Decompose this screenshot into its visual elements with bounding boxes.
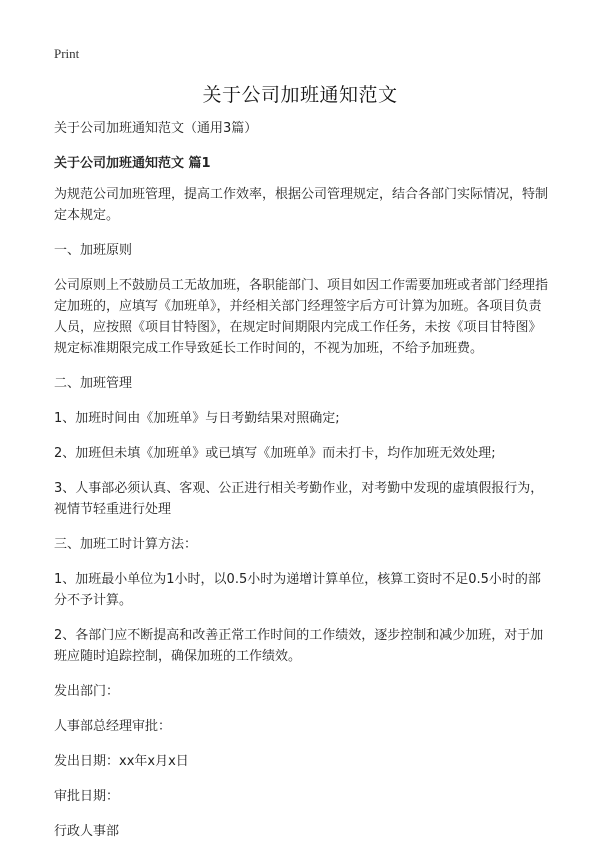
management-item-2: 2、加班但未填《加班单》或已填写《加班单》而未打卡，均作加班无效处理; bbox=[54, 446, 496, 461]
heading-overtime-principles: 一、加班原则 bbox=[54, 243, 133, 258]
management-item-3: 3、人事部必须认真、客观、公正进行相关考勤作业，对考勤中发现的虚填假报行为，视情节轻重进行处理 bbox=[54, 481, 544, 517]
calculation-item-2: 2、各部门应不断提高和改善正常工作时间的工作绩效，逐步控制和减少加班，对于加班应随时追踪控制，确保加班的工作绩效。 bbox=[54, 628, 544, 664]
issuing-department: 发出部门： bbox=[54, 684, 120, 699]
calculation-item-1: 1、加班最小单位为1小时，以0.5小时为递增计算单位，核算工资时不足0.5小时的部分不予计算。 bbox=[54, 572, 541, 608]
section-heading: 关于公司加班通知范文 篇1 bbox=[54, 156, 211, 171]
signature-department: 行政人事部 bbox=[54, 824, 120, 839]
paragraph-principles: 公司原则上不鼓励员工无故加班，各职能部门、项目如因工作需要加班或者部门经理指定加班的，应填写《加班单》，并经相关部门经理签字后方可计算为加班。各项目负责人员，应按照《项目甘特图》，在规定时间期限内完成工作任务，未按《项目甘特图》规定标准期限完成工作导致延长工作时间的，不视为加班，不给予加班费。 bbox=[54, 278, 549, 356]
print-link[interactable]: Print bbox=[54, 46, 80, 61]
management-item-1: 1、加班时间由《加班单》与日考勤结果对照确定; bbox=[54, 411, 340, 426]
document-body bbox=[54, 118, 550, 856]
hr-approval: 人事部总经理审批： bbox=[54, 719, 172, 734]
heading-overtime-management: 二、加班管理 bbox=[54, 376, 133, 391]
heading-calculation-method: 三、加班工时计算方法： bbox=[54, 537, 198, 552]
approval-date: 审批日期： bbox=[54, 789, 120, 804]
document-title: 关于公司加班通知范文 bbox=[202, 84, 398, 106]
document-subtitle: 关于公司加班通知范文（通用3篇） bbox=[54, 121, 258, 136]
intro-paragraph: 为规范公司加班管理，提高工作效率，根据公司管理规定，结合各部门实际情况，特制定本规定。 bbox=[54, 187, 549, 223]
issue-date: 发出日期：xx年x月x日 bbox=[54, 754, 189, 769]
